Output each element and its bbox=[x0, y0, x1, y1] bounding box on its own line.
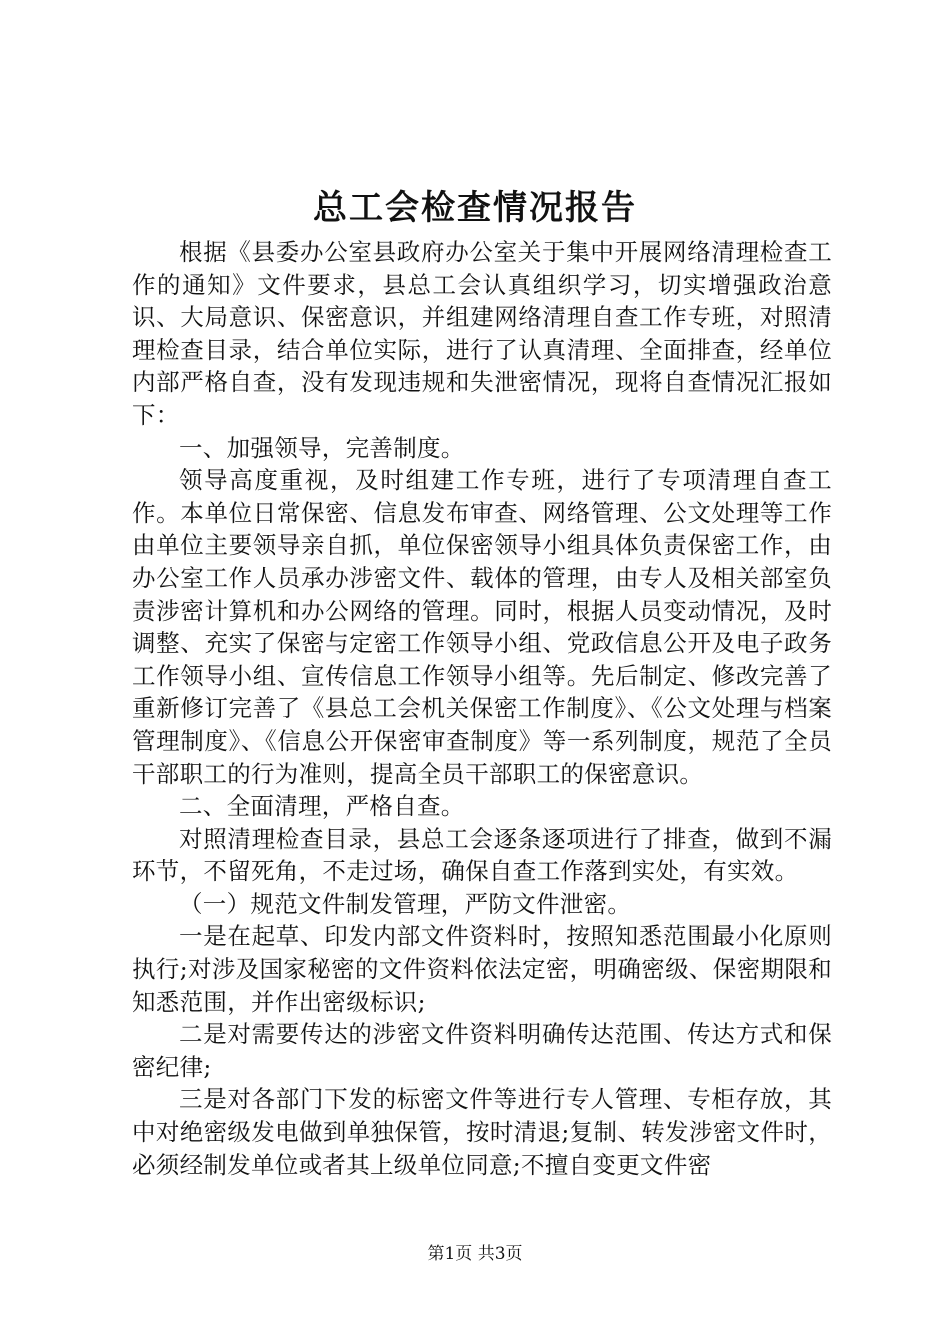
section-heading-1: 一、加强领导，完善制度。 bbox=[179, 433, 465, 462]
document-title: 总工会检查情况报告 bbox=[313, 188, 637, 228]
section-heading-2: 二、全面清理，严格自查。 bbox=[179, 792, 465, 821]
paragraph-item-1: 一是在起草、印发内部文件资料时，按照知悉范围最小化原则执行;对涉及国家秘密的文件资料依法定密，明确密级、保密期限和知悉范围，并作出密级标识; bbox=[132, 922, 832, 1016]
paragraph-item-3: 三是对各部门下发的标密文件等进行专人管理、专柜存放，其中对绝密级发电做到单独保管，按时清退;复制、转发涉密文件时，必须经制发单位或者其上级单位同意;不擅自变更文件密 bbox=[132, 1085, 832, 1179]
document-body bbox=[132, 236, 832, 1181]
paragraph-item-2: 二是对需要传达的涉密文件资料明确传达范围、传达方式和保密纪律; bbox=[132, 1020, 832, 1081]
subsection-heading-1: （一）规范文件制发管理，严防文件泄密。 bbox=[179, 889, 632, 918]
paragraph-inspection: 对照清理检查目录，县总工会逐条逐项进行了排查，做到不漏环节，不留死角，不走过场，确保自查工作落到实处，有实效。 bbox=[132, 824, 832, 886]
paragraph-leadership: 领导高度重视，及时组建工作专班，进行了专项清理自查工作。本单位日常保密、信息发布审查、网络管理、公文处理等工作由单位主要领导亲自抓，单位保密领导小组具体负责保密工作，由办公室工作人员承办涉密文件、载体的管理，由专人及相关部室负责涉密计算机和办公网络的管理。同时，根据人员变动情况，及时调整、充实了保密与定密工作领导小组、党政信息公开及电子政务工作领导小组、宣传信息工作领导小组等。先后制定、修改完善了重新修订完善了《县总工会机关保密工作制度》、《公文处理与档案管理制度》、《信息公开保密审查制度》等一系列制度，规范了全员干部职工的行为准则，提高全员干部职工的保密意识。 bbox=[132, 466, 832, 788]
page-footer: 第1页 共3页 bbox=[427, 1244, 523, 1264]
paragraph-intro: 根据《县委办公室县政府办公室关于集中开展网络清理检查工作的通知》文件要求，县总工会认真组织学习，切实增强政治意识、大局意识、保密意识，并组建网络清理自查工作专班，对照清理检查目录，结合单位实际，进行了认真清理、全面排查，经单位内部严格自查，没有发现违规和失泄密情况，现将自查情况汇报如下： bbox=[132, 238, 832, 429]
